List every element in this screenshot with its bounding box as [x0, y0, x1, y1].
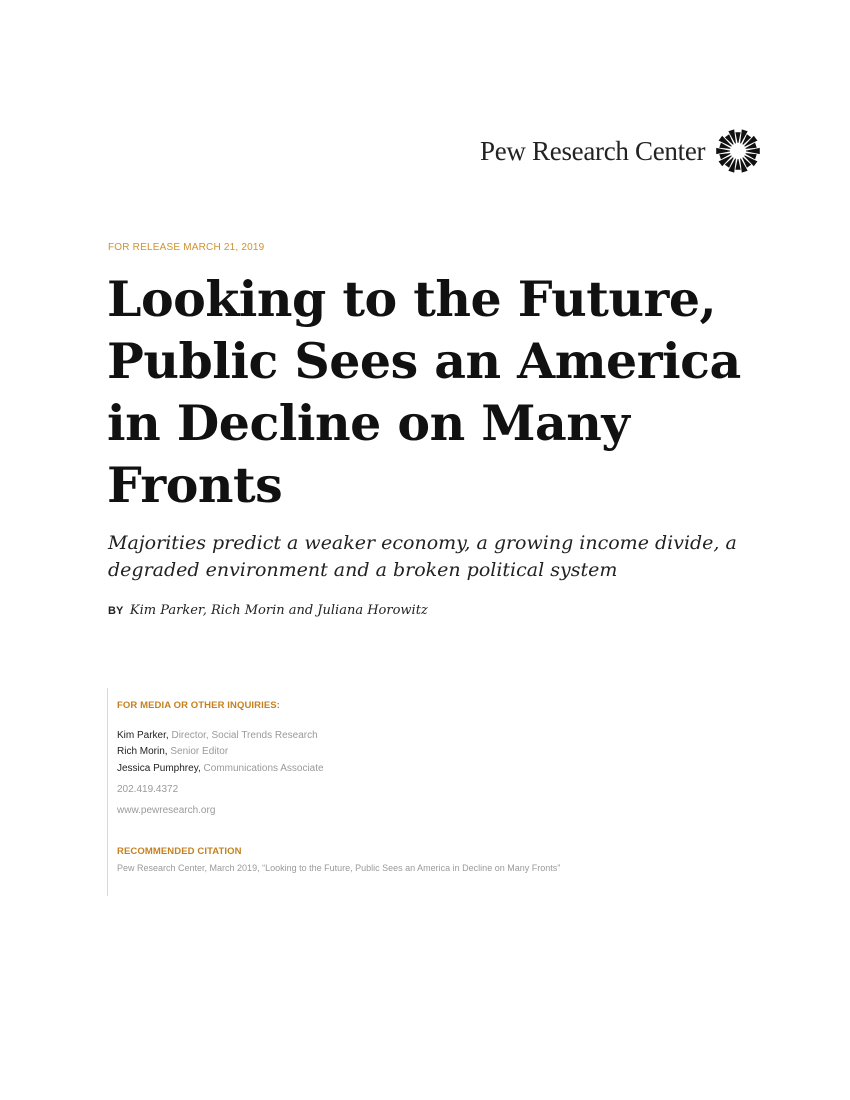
byline-label: BY	[108, 605, 124, 617]
contact-name: Rich Morin,	[117, 746, 168, 757]
citation-heading: RECOMMENDED CITATION	[117, 846, 242, 857]
sunburst-ray	[746, 148, 760, 154]
sunburst-ray	[736, 159, 741, 170]
title-line: Looking to the Future,	[107, 270, 717, 328]
pew-logo	[480, 128, 761, 174]
release-date: FOR RELEASE MARCH 21, 2019	[108, 242, 265, 253]
logo-text: Pew Research Center	[480, 135, 706, 166]
contact-role: Senior Editor	[170, 746, 229, 757]
title-line: Public Sees an America	[107, 332, 741, 390]
contact-name: Kim Parker,	[117, 730, 169, 741]
contact-name: Jessica Pumphrey,	[117, 763, 201, 774]
contact-box	[107, 688, 748, 896]
subtitle-line: Majorities predict a weaker economy, a growing income divide, a	[108, 532, 737, 554]
title-line: in Decline on Many	[107, 394, 630, 452]
sunburst-icon	[715, 128, 761, 174]
report-title	[107, 268, 757, 516]
phone-number: 202.419.4372	[117, 784, 179, 795]
contact-row	[117, 730, 318, 741]
citation-text: Pew Research Center, March 2019, “Looking to the Future, Public Sees an America in Decline on Many Fronts”	[117, 863, 561, 873]
byline-authors: Kim Parker, Rich Morin and Juliana Horowitz	[129, 603, 428, 618]
contact-role: Director, Social Trends Research	[171, 730, 318, 741]
byline	[108, 602, 428, 618]
contact-role: Communications Associate	[203, 763, 324, 774]
report-subtitle	[108, 530, 768, 584]
contact-row	[117, 763, 324, 774]
sunburst-ray	[736, 132, 741, 143]
subtitle-line: degraded environment and a broken political system	[108, 559, 618, 581]
sunburst-ray	[716, 148, 730, 154]
media-heading: FOR MEDIA OR OTHER INQUIRIES:	[117, 700, 280, 711]
title-line: Fronts	[107, 456, 283, 514]
website-link[interactable]: www.pewresearch.org	[117, 805, 216, 816]
contact-row	[117, 746, 228, 757]
